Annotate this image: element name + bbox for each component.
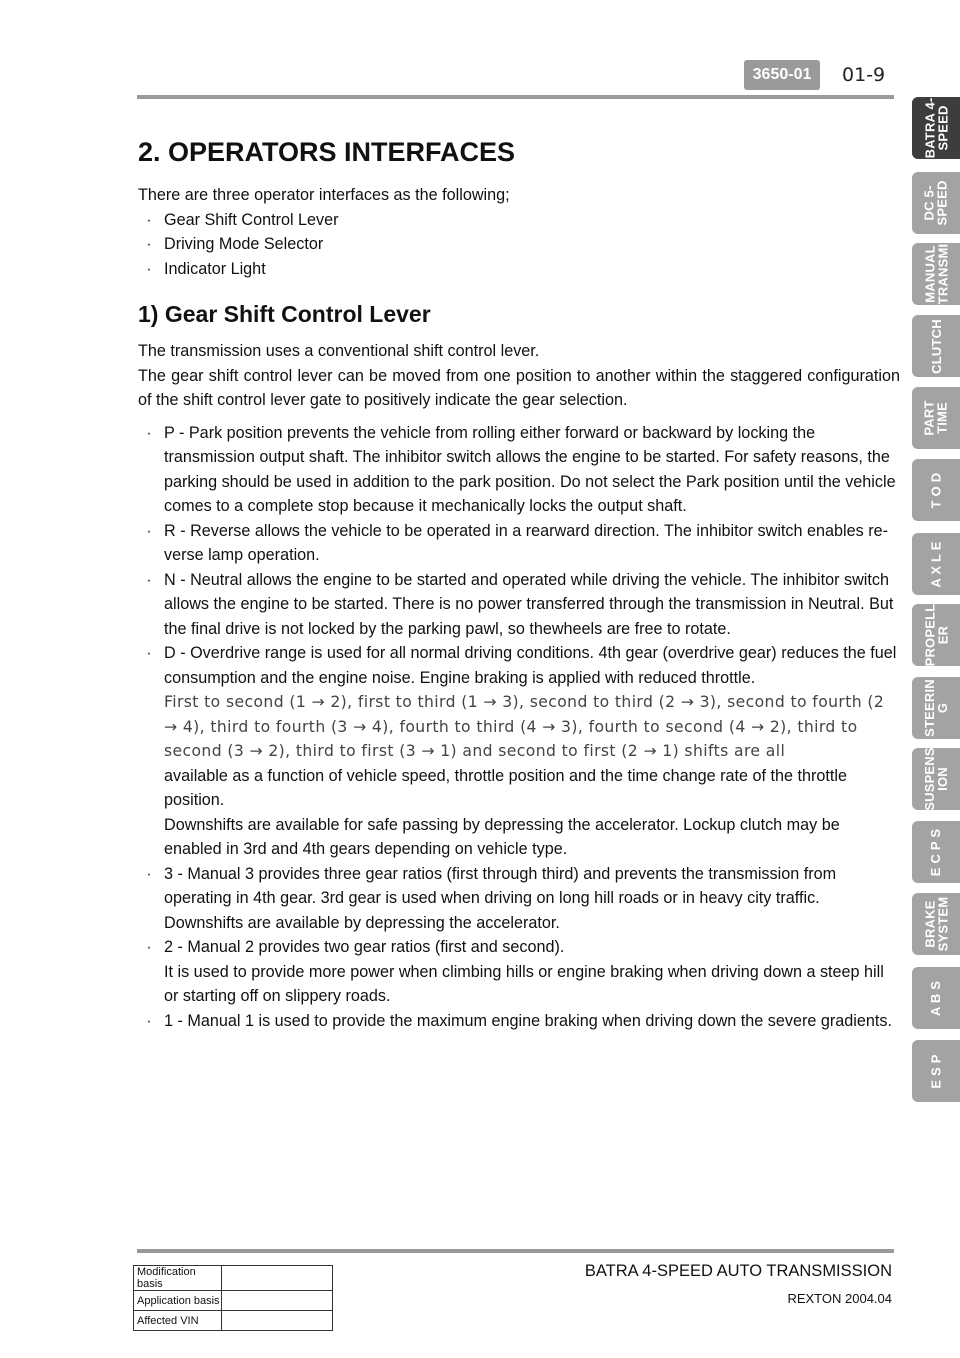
- footer-subtitle: REXTON 2004.04: [787, 1291, 892, 1306]
- tab-label: STEERIN G: [922, 679, 950, 737]
- tab-manual-transmission[interactable]: [912, 243, 960, 305]
- tab-dc-5-speed[interactable]: [912, 172, 960, 234]
- footer-rule: [137, 1249, 894, 1253]
- park-text: P - Park position prevents the vehicle from rolling either forward or backward by locking the transmission output shaft. The inhibitor switch allows the engine to be started. For safety reasons, the parking should be used in addition to the park position. Do not select the Park position until the vehicle comes to a complete stop because it mechanically locks the output shaft.: [164, 423, 896, 515]
- list-item-drive: [138, 641, 900, 690]
- bullet: ·: [146, 235, 152, 253]
- tab-abs[interactable]: [912, 967, 960, 1029]
- tab-steering[interactable]: [912, 677, 960, 739]
- drive-text: D - Overdrive range is used for all normal driving conditions. 4th gear (overdrive gear) reduces the fuel consumption and the engine noise. Engine braking is applied with reduced throttle.: [164, 644, 897, 687]
- intro-text: There are three operator interfaces as the following;: [138, 186, 510, 204]
- subsection-title: 1) Gear Shift Control Lever: [138, 301, 431, 327]
- manual-3-text: 3 - Manual 3 provides three gear ratios (first through third) and prevents the transmission from operating in 4th gear. 3rd gear is used when driving on long hill roads or in heavy city traffic. Downshifts are available by depressing the accelerator.: [164, 864, 837, 932]
- manual-2-text: 2 - Manual 2 provides two gear ratios (first and second).: [164, 938, 565, 956]
- bullet: ·: [146, 210, 152, 229]
- list-item-manual-2: [138, 935, 900, 960]
- tab-label: PART TIME: [921, 400, 950, 436]
- tab-label: E C P S: [928, 828, 944, 876]
- tab-part-time[interactable]: [912, 387, 960, 449]
- interface-list: [138, 208, 900, 282]
- list-item-neutral: [138, 568, 900, 642]
- table-row: [134, 1311, 333, 1331]
- tab-esp[interactable]: [912, 1040, 960, 1102]
- manual-2-continued: It is used to provide more power when climbing hills or engine braking when driving down a steep hill or starting off on slippery roads.: [164, 962, 884, 1005]
- footer-title: BATRA 4-SPEED AUTO TRANSMISSION: [584, 1262, 892, 1280]
- section-title: 2. OPERATORS INTERFACES: [138, 137, 516, 167]
- list-item: [138, 257, 900, 282]
- tab-label: A B S: [928, 980, 944, 1016]
- interface-item: Gear Shift Control Lever: [164, 210, 339, 229]
- tab-label: DC 5- SPEED: [921, 180, 950, 226]
- sub-intro-paragraph: The gear shift control lever can be moved from one position to another within the staggered configuration of the shift control lever gate to positively indicate the gear selection.: [138, 366, 900, 409]
- table-cell-value: [222, 1291, 333, 1311]
- tab-ecps[interactable]: [912, 821, 960, 883]
- bullet: ·: [146, 1011, 152, 1030]
- drive-downshift-text: Downshifts are available for safe passing by depressing the accelerator. Lockup clutch may be enabled in 3rd and 4th gears depending on vehicle type.: [164, 815, 840, 858]
- list-item-reverse: [138, 519, 900, 568]
- modification-table: [133, 1265, 333, 1331]
- tab-tod[interactable]: [912, 459, 960, 521]
- tab-propeller[interactable]: [912, 604, 960, 666]
- main-content: [138, 135, 900, 1033]
- tab-batra-4-speed[interactable]: [912, 97, 960, 159]
- tab-label: SUSPENS ION: [922, 747, 950, 811]
- tab-label: PROPELL ER: [922, 603, 951, 667]
- list-item: [138, 208, 900, 233]
- table-cell-key: Affected VIN: [134, 1311, 222, 1331]
- tab-brake-system[interactable]: [912, 893, 960, 955]
- table-row: [134, 1291, 333, 1311]
- bullet: ·: [146, 423, 152, 442]
- neutral-text: N - Neutral allows the engine to be started and operated while driving the vehicle. The inhibitor switch allows the engine to be started. There is no power transferred through the transmission in Neutral. But the final drive is not locked by the parking pawl, so thewheels are free to rotate.: [164, 570, 894, 638]
- tab-clutch[interactable]: [912, 315, 960, 377]
- reverse-text: R - Reverse allows the vehicle to be operated in a rearward direction. The inhibitor switch enables re-verse lamp operation.: [164, 521, 889, 564]
- table-cell-value: [222, 1266, 333, 1291]
- manual-code-badge: 3650-01: [744, 60, 820, 90]
- header-rule: [137, 95, 894, 99]
- interface-item: Driving Mode Selector: [164, 235, 324, 253]
- page-number: 01-9: [842, 64, 886, 86]
- tab-label: CLUTCH: [928, 318, 944, 374]
- list-item: [138, 232, 900, 257]
- table-cell-key: Application basis: [134, 1291, 222, 1311]
- sub-intro-line: The transmission uses a conventional shift control lever.: [138, 342, 540, 360]
- drive-shift-continued: available as a function of vehicle speed, throttle position and the time change rate of the throttle position.: [164, 766, 848, 809]
- tab-label: T O D: [928, 472, 944, 508]
- bullet: ·: [146, 570, 152, 589]
- tab-label: BATRA 4- SPEED: [922, 97, 951, 159]
- tab-label: BRAKE SYSTEM: [922, 896, 950, 952]
- gear-position-list: [138, 421, 900, 1034]
- bullet: ·: [146, 259, 152, 278]
- interface-item: Indicator Light: [164, 259, 266, 278]
- tab-suspension[interactable]: [912, 748, 960, 810]
- tab-label: A X L E: [928, 540, 944, 588]
- table-cell-key: Modification basis: [134, 1266, 222, 1291]
- bullet: ·: [146, 864, 152, 883]
- table-cell-value: [222, 1311, 333, 1331]
- tab-label: E S P: [928, 1053, 944, 1089]
- tab-label: MANUAL TRANSMI: [922, 243, 950, 305]
- list-item-manual-1: [138, 1009, 900, 1034]
- bullet: ·: [146, 521, 152, 540]
- table-row: [134, 1266, 333, 1291]
- list-item-manual-3: [138, 862, 900, 936]
- bullet: ·: [146, 938, 152, 956]
- bullet: ·: [146, 644, 152, 662]
- list-item-park: [138, 421, 900, 519]
- manual-1-text: 1 - Manual 1 is used to provide the maximum engine braking when driving down the severe gradients.: [164, 1011, 892, 1030]
- tab-axle[interactable]: [912, 533, 960, 595]
- drive-shift-sequence: First to second (1 → 2), first to third (1 → 3), second to third (2 → 3), second to fourth (2 → 4), third to fourth (3 → 4), fourth to third (4 → 3), fourth to second (4 → 2), third to second (3 → 2), third to first (3 → 1) and second to first (2 → 1) shifts are all: [164, 693, 885, 760]
